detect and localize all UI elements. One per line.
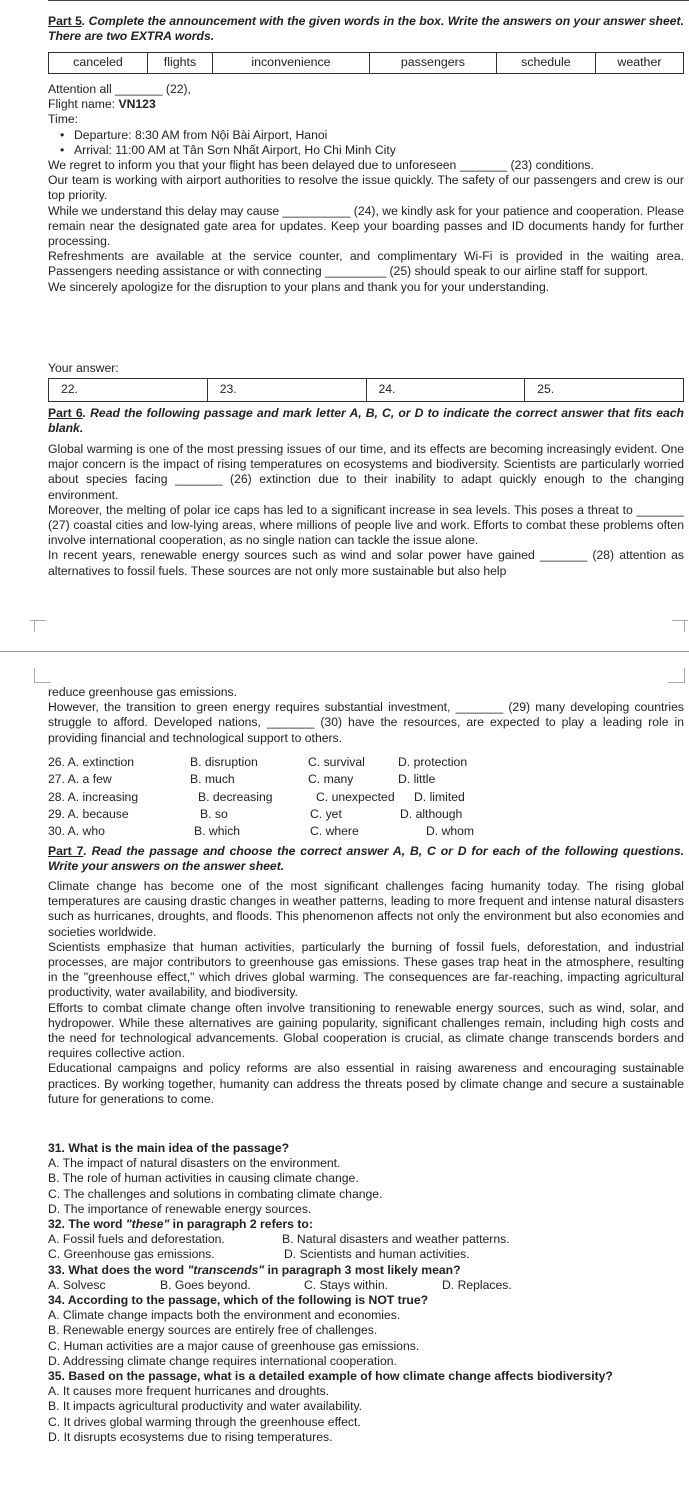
top-rule <box>48 0 689 1</box>
part6-heading: Part 6. Read the following passage and mark letter A, B, C, or D to indicate the correct answer that fits each blank. <box>48 406 684 436</box>
answer-cell-25[interactable]: 25. <box>525 379 684 402</box>
question-31: 31. What is the main idea of the passage? <box>48 1141 290 1155</box>
answer-cell-24[interactable]: 24. <box>366 379 525 402</box>
crop-mark <box>34 668 51 683</box>
flight-line: Flight name: VN123 <box>48 97 156 112</box>
word-box-item: passengers <box>369 53 496 74</box>
paragraph: In recent years, renewable energy sources such as wind and solar power have gained _______ (28) attention as alternatives to fossil fuels. These sources are not only more sustainable but also help <box>48 548 684 578</box>
option-row: 30. A. who B. which C. where D. whom <box>48 824 475 839</box>
answer-option[interactable]: D. Replaces. <box>442 1277 512 1292</box>
attention-line: Attention all _______ (22), <box>48 82 191 96</box>
paragraph: We sincerely apologize for the disruption to your plans and thank you for your understanding. <box>48 279 550 294</box>
paragraph: Refreshments are available at the service counter, and complimentary Wi-Fi is provided in the waiting area. Passengers needing assistance or with connecting _________ (25) should speak to our airline staff for support. <box>48 249 684 279</box>
part6-passage <box>48 442 684 579</box>
answer-option[interactable]: B. Goes beyond. <box>160 1277 251 1292</box>
answer-option[interactable]: C. Human activities are a major cause of greenhouse gas emissions. <box>48 1338 420 1353</box>
word-box-item: flights <box>147 53 212 74</box>
answer-table <box>48 378 684 402</box>
part7-passage <box>48 879 684 1107</box>
answer-option[interactable]: B. The role of human activities in causing climate change. <box>48 1171 359 1186</box>
paragraph: Climate change has become one of the most significant challenges facing humanity today. The rising global temperatures are causing drastic changes in weather patterns, leading to more frequent and intense natural disasters such as hurricanes, droughts, and floods. This phenomenon affects not only the environment but also economies and societies worldwide. <box>48 879 684 939</box>
answer-option[interactable]: B. Natural disasters and weather patterns. <box>282 1232 510 1247</box>
paragraph: Moreover, the melting of polar ice caps has led to a significant increase in sea levels. This poses a threat to _______ (27) coastal cities and low-lying areas, where millions of people live and work. Efforts to combat these problems often involve international cooperation, as no single nation can tackle the issue alone. <box>48 502 684 548</box>
question-33: 33. What does the word "transcends" in paragraph 3 most likely mean? <box>48 1262 461 1277</box>
time-label: Time: <box>48 112 79 127</box>
answer-option[interactable]: D. Addressing climate change requires international cooperation. <box>48 1353 397 1368</box>
word-box-item: schedule <box>496 53 595 74</box>
announcement <box>48 82 684 295</box>
word-box <box>48 52 684 74</box>
q32-options-row1 <box>48 1232 684 1247</box>
answer-option[interactable]: A. Fossil fuels and deforestation. <box>48 1232 225 1247</box>
option-row: 27. A. a few B. much C. many D. little <box>48 772 436 787</box>
option-row: 29. A. because B. so C. yet D. although <box>48 806 463 821</box>
answer-option[interactable]: C. Stays within. <box>304 1277 388 1292</box>
question-34: 34. According to the passage, which of the following is NOT true? <box>48 1292 429 1307</box>
paragraph: We regret to inform you that your flight has been delayed due to unforeseen _______ (23) conditions. <box>48 158 594 173</box>
answer-option[interactable]: A. The impact of natural disasters on the environment. <box>48 1156 341 1171</box>
answer-option[interactable]: C. It drives global warming through the greenhouse effect. <box>48 1414 361 1429</box>
answer-cell-22[interactable]: 22. <box>49 379 208 402</box>
answer-option[interactable]: A. It causes more frequent hurricanes and droughts. <box>48 1384 330 1399</box>
answer-option[interactable]: D. The importance of renewable energy sources. <box>48 1201 312 1216</box>
q33-options-row <box>48 1278 684 1293</box>
question-35: 35. Based on the passage, what is a detailed example of how climate change affects biodiversity? <box>48 1369 613 1383</box>
answer-cell-23[interactable]: 23. <box>207 379 366 402</box>
answer-option[interactable]: C. The challenges and solutions in combating climate change. <box>48 1186 383 1201</box>
page-break-line <box>0 651 689 652</box>
option-row: 26. A. extinction B. disruption C. survival D. protection <box>48 755 468 769</box>
question-32: 32. The word "these" in paragraph 2 refers to: <box>48 1217 313 1232</box>
answer-option[interactable]: D. Scientists and human activities. <box>284 1247 470 1262</box>
paragraph: However, the transition to green energy requires substantial investment, _______ (29) many developing countries struggle to afford. Developed nations, _______ (30) have the resources, are expected to play a leading role in providing financial and technological support to others. <box>48 700 684 745</box>
answer-option[interactable]: D. It disrupts ecosystems due to rising temperatures. <box>48 1429 333 1444</box>
part6-options <box>48 755 684 841</box>
crop-mark <box>672 620 685 632</box>
part7-heading: Part 7. Read the passage and choose the correct answer A, B, C or D for each of the following questions. Write your answers on the answer sheet. <box>48 844 684 874</box>
paragraph: Efforts to combat climate change often involve transitioning to renewable energy sources, such as wind, solar, and hydropower. While these alternatives are gaining popularity, significant challenges remain, including high costs and the need for technological advancements. Global cooperation is crucial, as climate change transcends borders and requires collective action. <box>48 1000 684 1061</box>
paragraph: While we understand this delay may cause __________ (24), we kindly ask for your patience and cooperation. Please remain near the designated gate area for updates. Keep your boarding passes and ID documents handy for further processing. <box>48 203 684 249</box>
word-box-item: weather <box>595 53 683 74</box>
paragraph: Educational campaigns and policy reforms are also essential in raising awareness and encouraging sustainable practices. By working together, humanity can address the threats posed by climate change and secure a sustainable future for generations to come. <box>48 1061 684 1106</box>
paragraph: Scientists emphasize that human activities, particularly the burning of fossil fuels, deforestation, and industrial processes, are major contributors to greenhouse gas emissions. These gases trap heat in the atmosphere, resulting in the "greenhouse effect," which drives global warming. The consequences are far-reaching, impacting agricultural productivity, water availability, and biodiversity. <box>48 939 684 1000</box>
word-box-item: canceled <box>49 53 148 74</box>
part6-passage-cont <box>48 685 684 746</box>
arrival-item: • Arrival: 11:00 AM at Tân Sơn Nhất Airport, Ho Chi Minh City <box>48 143 684 158</box>
option-row: 28. A. increasing B. decreasing C. unexpected D. limited <box>48 789 465 804</box>
part7-questions <box>48 1141 684 1445</box>
answer-option[interactable]: A. Climate change impacts both the environment and economies. <box>48 1308 401 1323</box>
paragraph: Global warming is one of the most pressing issues of our time, and its effects are becoming increasingly evident. One major concern is the impact of rising temperatures on ecosystems and biodiversity. Scientists are particularly worried about species facing _______ (26) extinction due to their inability to adapt quickly enough to the changing environment. <box>48 442 684 502</box>
answer-option[interactable]: A. Solvesc <box>48 1277 106 1292</box>
q32-options-row2 <box>48 1247 684 1262</box>
answer-option[interactable]: C. Greenhouse gas emissions. <box>48 1247 215 1262</box>
answer-option[interactable]: B. It impacts agricultural productivity and water availability. <box>48 1399 363 1414</box>
crop-mark <box>34 620 51 632</box>
word-box-item: inconvenience <box>213 53 370 74</box>
crop-mark <box>668 668 685 683</box>
paragraph: Our team is working with airport authorities to resolve the issue quickly. The safety of our passengers and crew is our top priority. <box>48 173 684 203</box>
answer-option[interactable]: B. Renewable energy sources are entirely free of challenges. <box>48 1323 378 1338</box>
your-answer-label: Your answer: <box>48 361 119 375</box>
part5-heading: Part 5. Complete the announcement with the given words in the box. Write the answers on your answer sheet. There are two EXTRA words. <box>48 14 684 44</box>
paragraph: reduce greenhouse gas emissions. <box>48 685 238 699</box>
departure-item: • Departure: 8:30 AM from Nội Bài Airport, Hanoi <box>48 128 684 143</box>
